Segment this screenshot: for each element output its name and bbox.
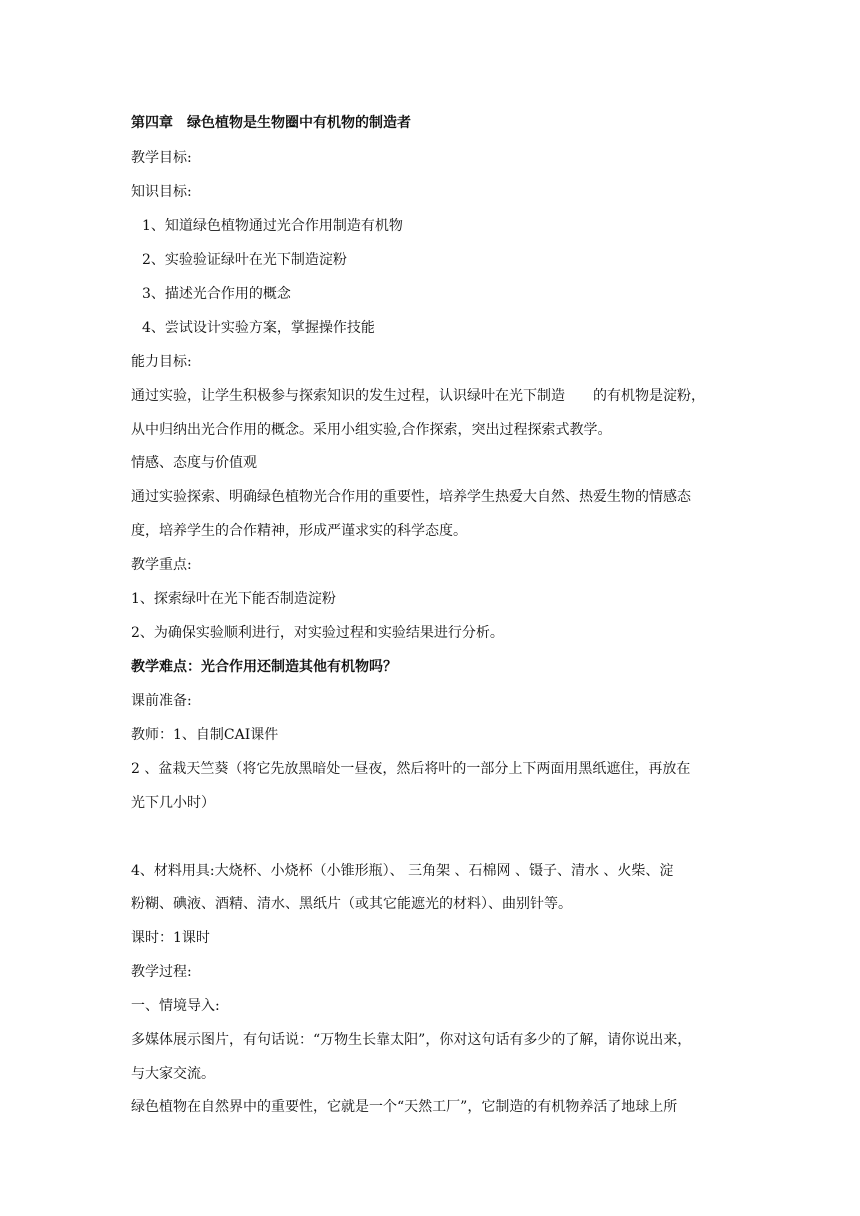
heading-ability-goals: 能力目标: <box>131 354 192 370</box>
heading-difficulty: 教学难点：光合作用还制造其他有机物吗？ <box>131 659 397 675</box>
intro-text-line-1: 多媒体展示图片，有句话说：“万物生长靠太阳”，你对这句话有多少的了解，请你说出来， <box>131 1032 692 1048</box>
materials-line-1: 4、材料用具:大烧杯、小烧杯（小锥形瓶）、 三角架 、石棉网 、镊子、清水 、火柴、淀 <box>131 863 674 879</box>
chapter-title: 第四章 绿色植物是生物圈中有机物的制造者 <box>131 115 411 131</box>
knowledge-item-3: 3、描述光合作用的概念 <box>142 286 291 302</box>
heading-teaching-process: 教学过程: <box>131 964 192 980</box>
heading-scenario-intro: 一、情境导入: <box>131 998 220 1014</box>
emotion-text-line-1: 通过实验探索、明确绿色植物光合作用的重要性，培养学生热爱大自然、热爱生物的情感态 <box>131 489 691 505</box>
knowledge-item-1: 1、知道绿色植物通过光合作用制造有机物 <box>142 218 403 234</box>
key-point-2: 2、为确保实验顺利进行，对实验过程和实验结果进行分析。 <box>131 625 504 641</box>
heading-teaching-goals: 教学目标: <box>131 150 192 166</box>
preparation-item-1: 教师：1、自制CAI课件 <box>131 727 279 743</box>
ability-text-line-2: 从中归纳出光合作用的概念。采用小组实验,合作探索，突出过程探索式教学。 <box>131 422 612 438</box>
ability-text-line-1: 通过实验，让学生积极参与探索知识的发生过程，认识绿叶在光下制造 的有机物是淀粉， <box>131 388 705 404</box>
intro-text-line-2: 与大家交流。 <box>131 1066 215 1082</box>
heading-knowledge-goals: 知识目标: <box>131 184 192 200</box>
intro-text-line-3: 绿色植物在自然界中的重要性，它就是一个“天然工厂”，它制造的有机物养活了地球上所 <box>131 1099 678 1115</box>
knowledge-item-4: 4、尝试设计实验方案，掌握操作技能 <box>142 320 375 336</box>
knowledge-item-2: 2、实验验证绿叶在光下制造淀粉 <box>142 252 347 268</box>
heading-emotion-values: 情感、态度与价值观 <box>131 455 257 471</box>
class-hours: 课时：1课时 <box>131 930 210 946</box>
materials-line-2: 粉糊、碘液、酒精、清水、黑纸片（或其它能遮光的材料）、曲别针等。 <box>131 896 572 912</box>
heading-key-points: 教学重点: <box>131 557 192 573</box>
key-point-1: 1、探索绿叶在光下能否制造淀粉 <box>131 591 336 607</box>
preparation-item-2-line-2: 光下几小时） <box>131 795 215 811</box>
emotion-text-line-2: 度，培养学生的合作精神，形成严谨求实的科学态度。 <box>131 523 467 539</box>
preparation-item-2-line-1: 2 、盆栽天竺葵（将它先放黑暗处一昼夜，然后将叶的一部分上下两面用黑纸遮住，再放在 <box>131 761 691 777</box>
heading-preparation: 课前准备: <box>131 693 192 709</box>
